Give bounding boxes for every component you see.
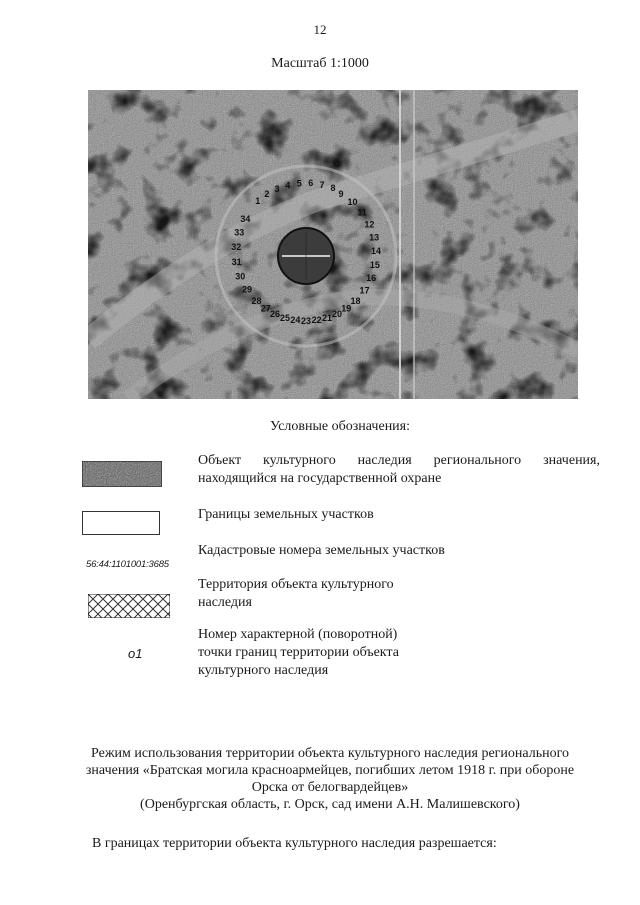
legend-cadastre-text: Кадастровые номера земельных участков <box>198 543 445 558</box>
protected-object-symbol <box>82 461 162 487</box>
boundary-point-label: 16 <box>366 273 377 284</box>
boundary-point-label: 32 <box>231 242 242 253</box>
boundary-point-label: 17 <box>359 285 370 296</box>
boundary-point-label: 23 <box>300 316 312 326</box>
regime-line-2: значения «Братская могила красноармейцев, погибших летом 1918 г. при обороне <box>85 763 575 778</box>
boundary-point-label: 1 <box>255 196 261 206</box>
boundary-point-label: 8 <box>330 183 336 194</box>
boundary-point-label: 2 <box>264 189 270 200</box>
boundary-point-label: 33 <box>234 227 245 238</box>
point-number-sample: о1 <box>128 646 143 661</box>
boundary-point-label: 19 <box>341 303 352 314</box>
boundary-point-label: 14 <box>370 246 382 256</box>
boundary-point-label: 3 <box>274 183 280 194</box>
boundary-point-label: 7 <box>319 179 325 190</box>
boundary-point-label: 6 <box>308 178 314 189</box>
regime-line-1: Режим использования территории объекта культурного наследия регионального <box>91 746 569 761</box>
boundary-point-label: 13 <box>369 232 380 243</box>
legend-parcel-text: Границы земельных участков <box>198 507 374 522</box>
cadastral-number-sample: 56:44:1101001:3685 <box>86 559 169 570</box>
boundary-point-label: 29 <box>241 284 253 295</box>
boundary-point-label: 11 <box>357 207 367 218</box>
boundary-point-label: 9 <box>338 189 344 200</box>
regime-line-3: Орска от белогвардейцев» <box>251 780 409 795</box>
boundary-point-label: 34 <box>240 214 251 224</box>
boundary-point-label: 26 <box>269 309 281 319</box>
map-scale: Масштаб 1:1000 <box>271 56 369 71</box>
boundary-point-label: 31 <box>231 256 242 267</box>
legend-object-text: Объект культурного наследия регионального значения, находящийся на государственной охране <box>198 453 600 486</box>
regime-line-4: (Оренбургская область, г. Орск, сад имени А.Н. Малишевского) <box>140 797 520 812</box>
boundary-point-label: 28 <box>251 296 262 307</box>
heritage-territory-crosshatch-symbol <box>88 594 170 618</box>
map-image <box>88 90 578 399</box>
boundary-point-label: 10 <box>347 197 358 208</box>
boundary-point-label: 25 <box>279 312 291 323</box>
aerial-map <box>88 90 578 399</box>
boundary-point-label: 20 <box>331 309 343 319</box>
boundary-point-label: 4 <box>285 180 291 191</box>
boundary-point-label: 12 <box>364 219 375 230</box>
legend-territory-text: Территория объекта культурного наследия <box>198 577 394 610</box>
legend-point-text: Номер характерной (поворотной) точки границ территории объекта культурного наследия <box>198 627 399 678</box>
legend-title: Условные обозначения: <box>269 419 411 434</box>
usage-regime-title <box>60 745 600 813</box>
boundary-point-label: 5 <box>296 178 302 189</box>
land-parcel-boundary-symbol <box>82 511 160 535</box>
allowed-heading: В границах территории объекта культурного наследия разрешается: <box>92 836 497 851</box>
page-number: 12 <box>313 22 327 37</box>
boundary-point-label: 22 <box>311 315 322 326</box>
boundary-point-label: 15 <box>369 259 380 270</box>
boundary-point-label: 27 <box>260 303 271 314</box>
boundary-point-label: 24 <box>290 315 301 326</box>
boundary-point-label: 18 <box>350 296 361 307</box>
boundary-point-label: 21 <box>321 312 333 323</box>
boundary-point-label: 30 <box>235 271 246 282</box>
